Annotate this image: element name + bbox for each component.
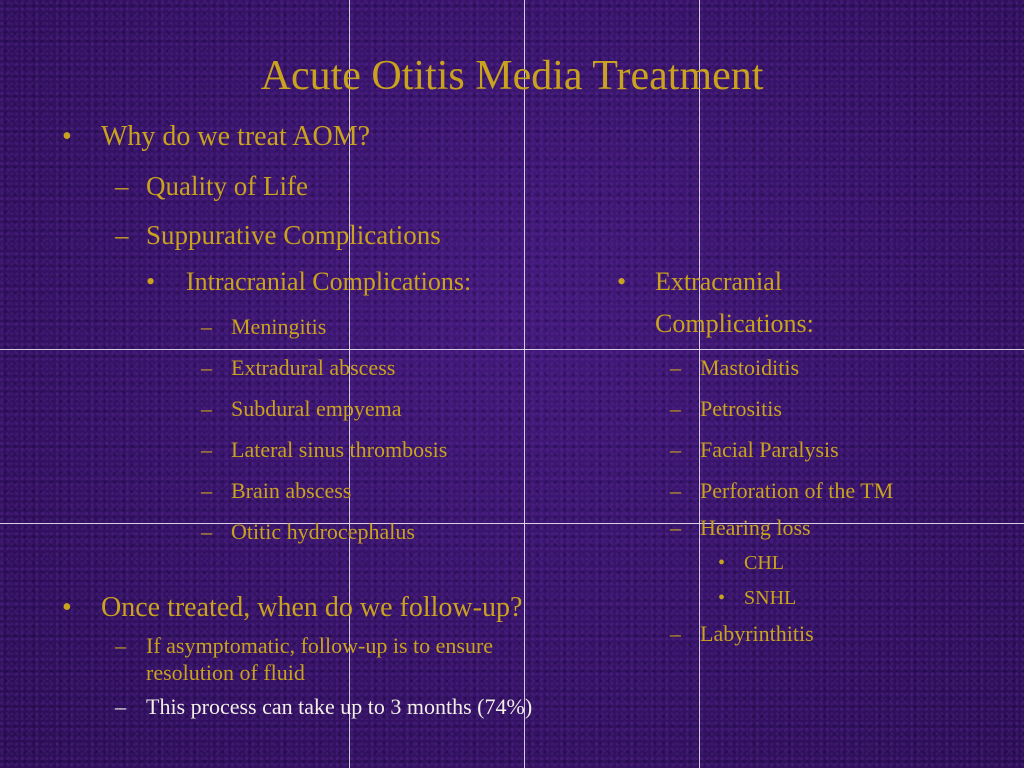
dash-icon: – [670,355,681,380]
extracranial-item: Petrositis [700,396,782,421]
dash-icon: – [201,396,212,421]
hearing-loss-subitem: CHL [744,552,784,574]
extracranial-heading: Extracranial [655,267,783,296]
follow-up-item1-line1: If asymptomatic, follow-up is to ensure [146,633,494,658]
dash-icon: – [670,621,681,646]
dash-icon: – [115,220,129,250]
bullet-icon: • [617,267,627,296]
dash-icon: – [670,437,681,462]
bullet-icon: • [718,587,726,609]
intracranial-item: Brain abscess [231,478,352,503]
dash-icon: – [670,478,681,503]
extracranial-item: Facial Paralysis [700,437,839,462]
dash-icon: – [670,396,681,421]
intracranial-item: Meningitis [231,314,327,339]
grid-line-vertical [524,0,525,768]
bullet-icon: • [62,592,72,623]
extracranial-item: Perforation of the TM [700,478,894,503]
follow-up-item1-line2: resolution of fluid [146,660,305,685]
why-treat-item-suppurative: Suppurative Complications [146,220,441,250]
grid-line-horizontal [0,349,1024,350]
extracranial-heading-line2: Complications: [655,309,814,338]
follow-up-item2: This process can take up to 3 months (74%) [146,694,533,719]
hearing-loss-subitem: SNHL [744,587,797,609]
intracranial-item: Otitic hydrocephalus [231,519,415,544]
extracranial-item-labyrinthitis: Labyrinthitis [700,621,814,646]
bullet-icon: • [718,552,726,574]
why-treat-heading: Why do we treat AOM? [101,121,371,152]
dash-icon: – [201,519,212,544]
intracranial-item: Subdural empyema [231,396,402,421]
dash-icon: – [115,171,129,201]
dash-icon: – [201,437,212,462]
dash-icon: – [201,355,212,380]
intracranial-item: Lateral sinus thrombosis [231,437,448,462]
dash-icon: – [115,694,126,719]
intracranial-item: Extradural abscess [231,355,396,380]
slide-title: Acute Otitis Media Treatment [260,53,764,99]
grid-line-horizontal [0,523,1024,524]
bullet-icon: • [62,121,72,152]
dash-icon: – [201,314,212,339]
bullet-icon: • [146,267,156,296]
intracranial-heading: Intracranial Complications: [186,267,472,296]
grid-line-vertical [699,0,700,768]
why-treat-item-quality-of-life: Quality of Life [146,171,308,201]
extracranial-item-hearing-loss: Hearing loss [700,515,811,540]
dash-icon: – [115,633,126,658]
follow-up-heading: Once treated, when do we follow-up? [101,592,523,623]
extracranial-item: Mastoiditis [700,355,800,380]
dash-icon: – [670,515,681,540]
dash-icon: – [201,478,212,503]
